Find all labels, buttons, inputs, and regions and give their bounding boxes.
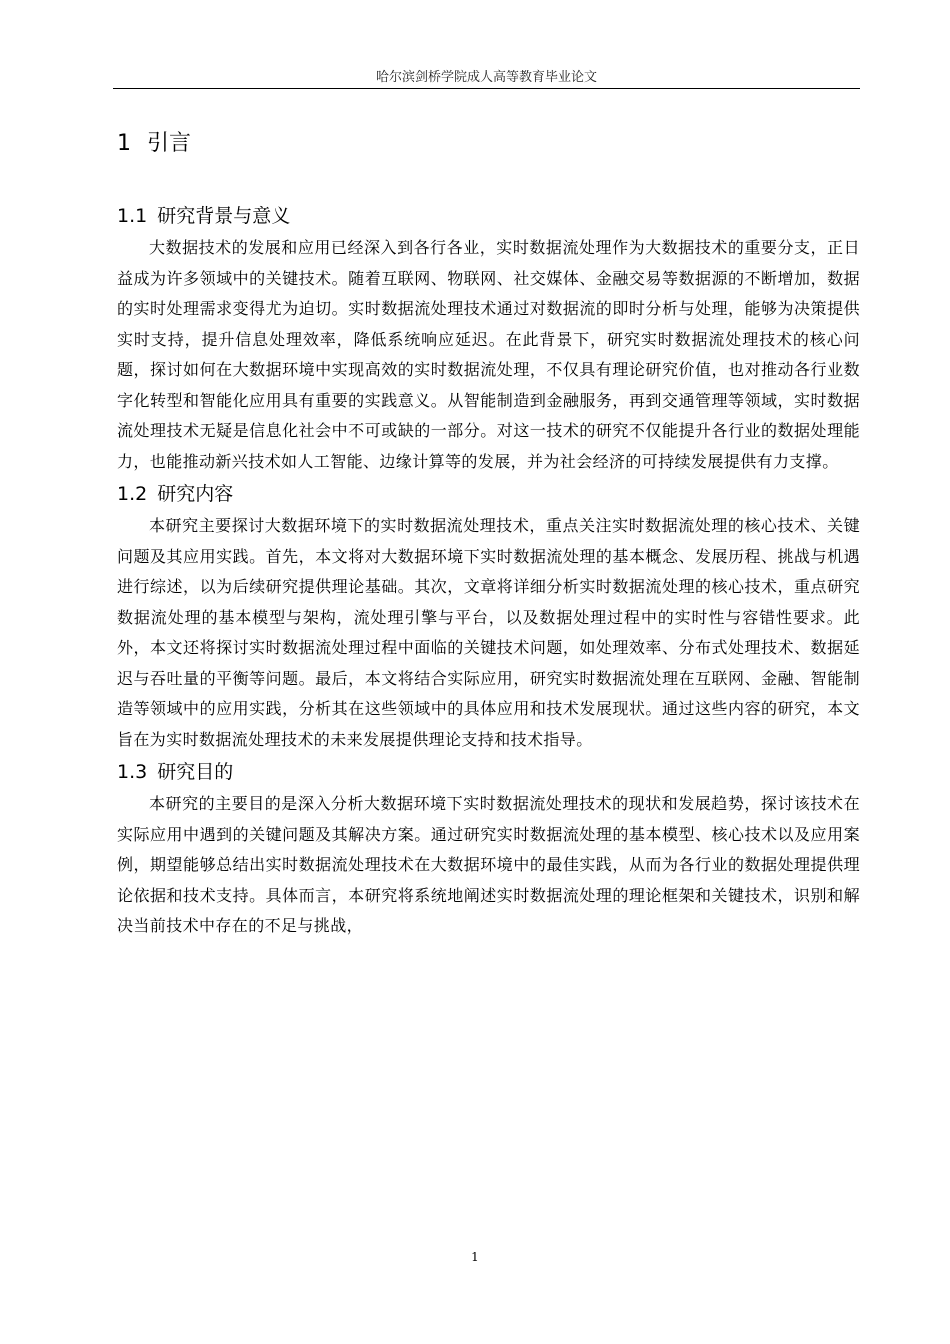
chapter-heading	[117, 124, 860, 164]
section-number: 1.2	[117, 483, 148, 505]
section-number: 1.3	[117, 761, 148, 783]
page-number: 1	[471, 1250, 479, 1264]
section-title: 研究背景与意义	[157, 205, 291, 227]
section-paragraph-1-3: 本研究的主要目的是深入分析大数据环境下实时数据流处理技术的现状和发展趋势，探讨该技术在实际应用中遇到的关键问题及其解决方案。通过研究实时数据流处理的基本模型、核心技术以及应用案例，期望能够总结出实时数据流处理技术在大数据环境中的最佳实践，从而为各行业的数据处理提供理论依据和技术支持。具体而言，本研究将系统地阐述实时数据流处理的理论框架和关键技术，识别和解决当前技术中存在的不足与挑战，	[117, 794, 860, 935]
section-number: 1.1	[117, 205, 148, 227]
section-heading-1-1	[117, 199, 860, 233]
running-header: 哈尔滨剑桥学院成人高等教育毕业论文	[375, 70, 597, 85]
page-content	[117, 120, 860, 942]
section-heading-1-2	[117, 477, 860, 511]
header-divider	[113, 88, 860, 89]
chapter-title: 引言	[147, 131, 192, 156]
section-paragraph-1-1: 大数据技术的发展和应用已经深入到各行各业，实时数据流处理作为大数据技术的重要分支，正日益成为许多领域中的关键技术。随着互联网、物联网、社交媒体、金融交易等数据源的不断增加，数据的实时处理需求变得尤为迫切。实时数据流处理技术通过对数据流的即时分析与处理，能够为决策提供实时支持，提升信息处理效率，降低系统响应延迟。在此背景下，研究实时数据流处理技术的核心问题，探讨如何在大数据环境中实现高效的实时数据流处理，不仅具有理论研究价值，也对推动各行业数字化转型和智能化应用具有重要的实践意义。从智能制造到金融服务，再到交通管理等领域，实时数据流处理技术无疑是信息化社会中不可或缺的一部分。对这一技术的研究不仅能提升各行业的数据处理能力，也能推动新兴技术如人工智能、边缘计算等的发展，并为社会经济的可持续发展提供有力支撑。	[117, 238, 860, 471]
section-title: 研究内容	[157, 483, 234, 505]
section-heading-1-3	[117, 755, 860, 789]
section-title: 研究目的	[157, 761, 234, 783]
chapter-number: 1	[117, 131, 131, 156]
section-paragraph-1-2: 本研究主要探讨大数据环境下的实时数据流处理技术，重点关注实时数据流处理的核心技术、关键问题及其应用实践。首先，本文将对大数据环境下实时数据流处理的基本概念、发展历程、挑战与机遇进行综述，以为后续研究提供理论基础。其次，文章将详细分析实时数据流处理的核心技术，重点研究数据流处理的基本模型与架构，流处理引擎与平台，以及数据处理过程中的实时性与容错性要求。此外，本文还将探讨实时数据流处理过程中面临的关键技术问题，如处理效率、分布式处理技术、数据延迟与吞吐量的平衡等问题。最后，本文将结合实际应用，研究实时数据流处理在互联网、金融、智能制造等领域中的应用实践，分析其在这些领域中的具体应用和技术发展现状。通过这些内容的研究，本文旨在为实时数据流处理技术的未来发展提供理论支持和技术指导。	[117, 516, 860, 749]
